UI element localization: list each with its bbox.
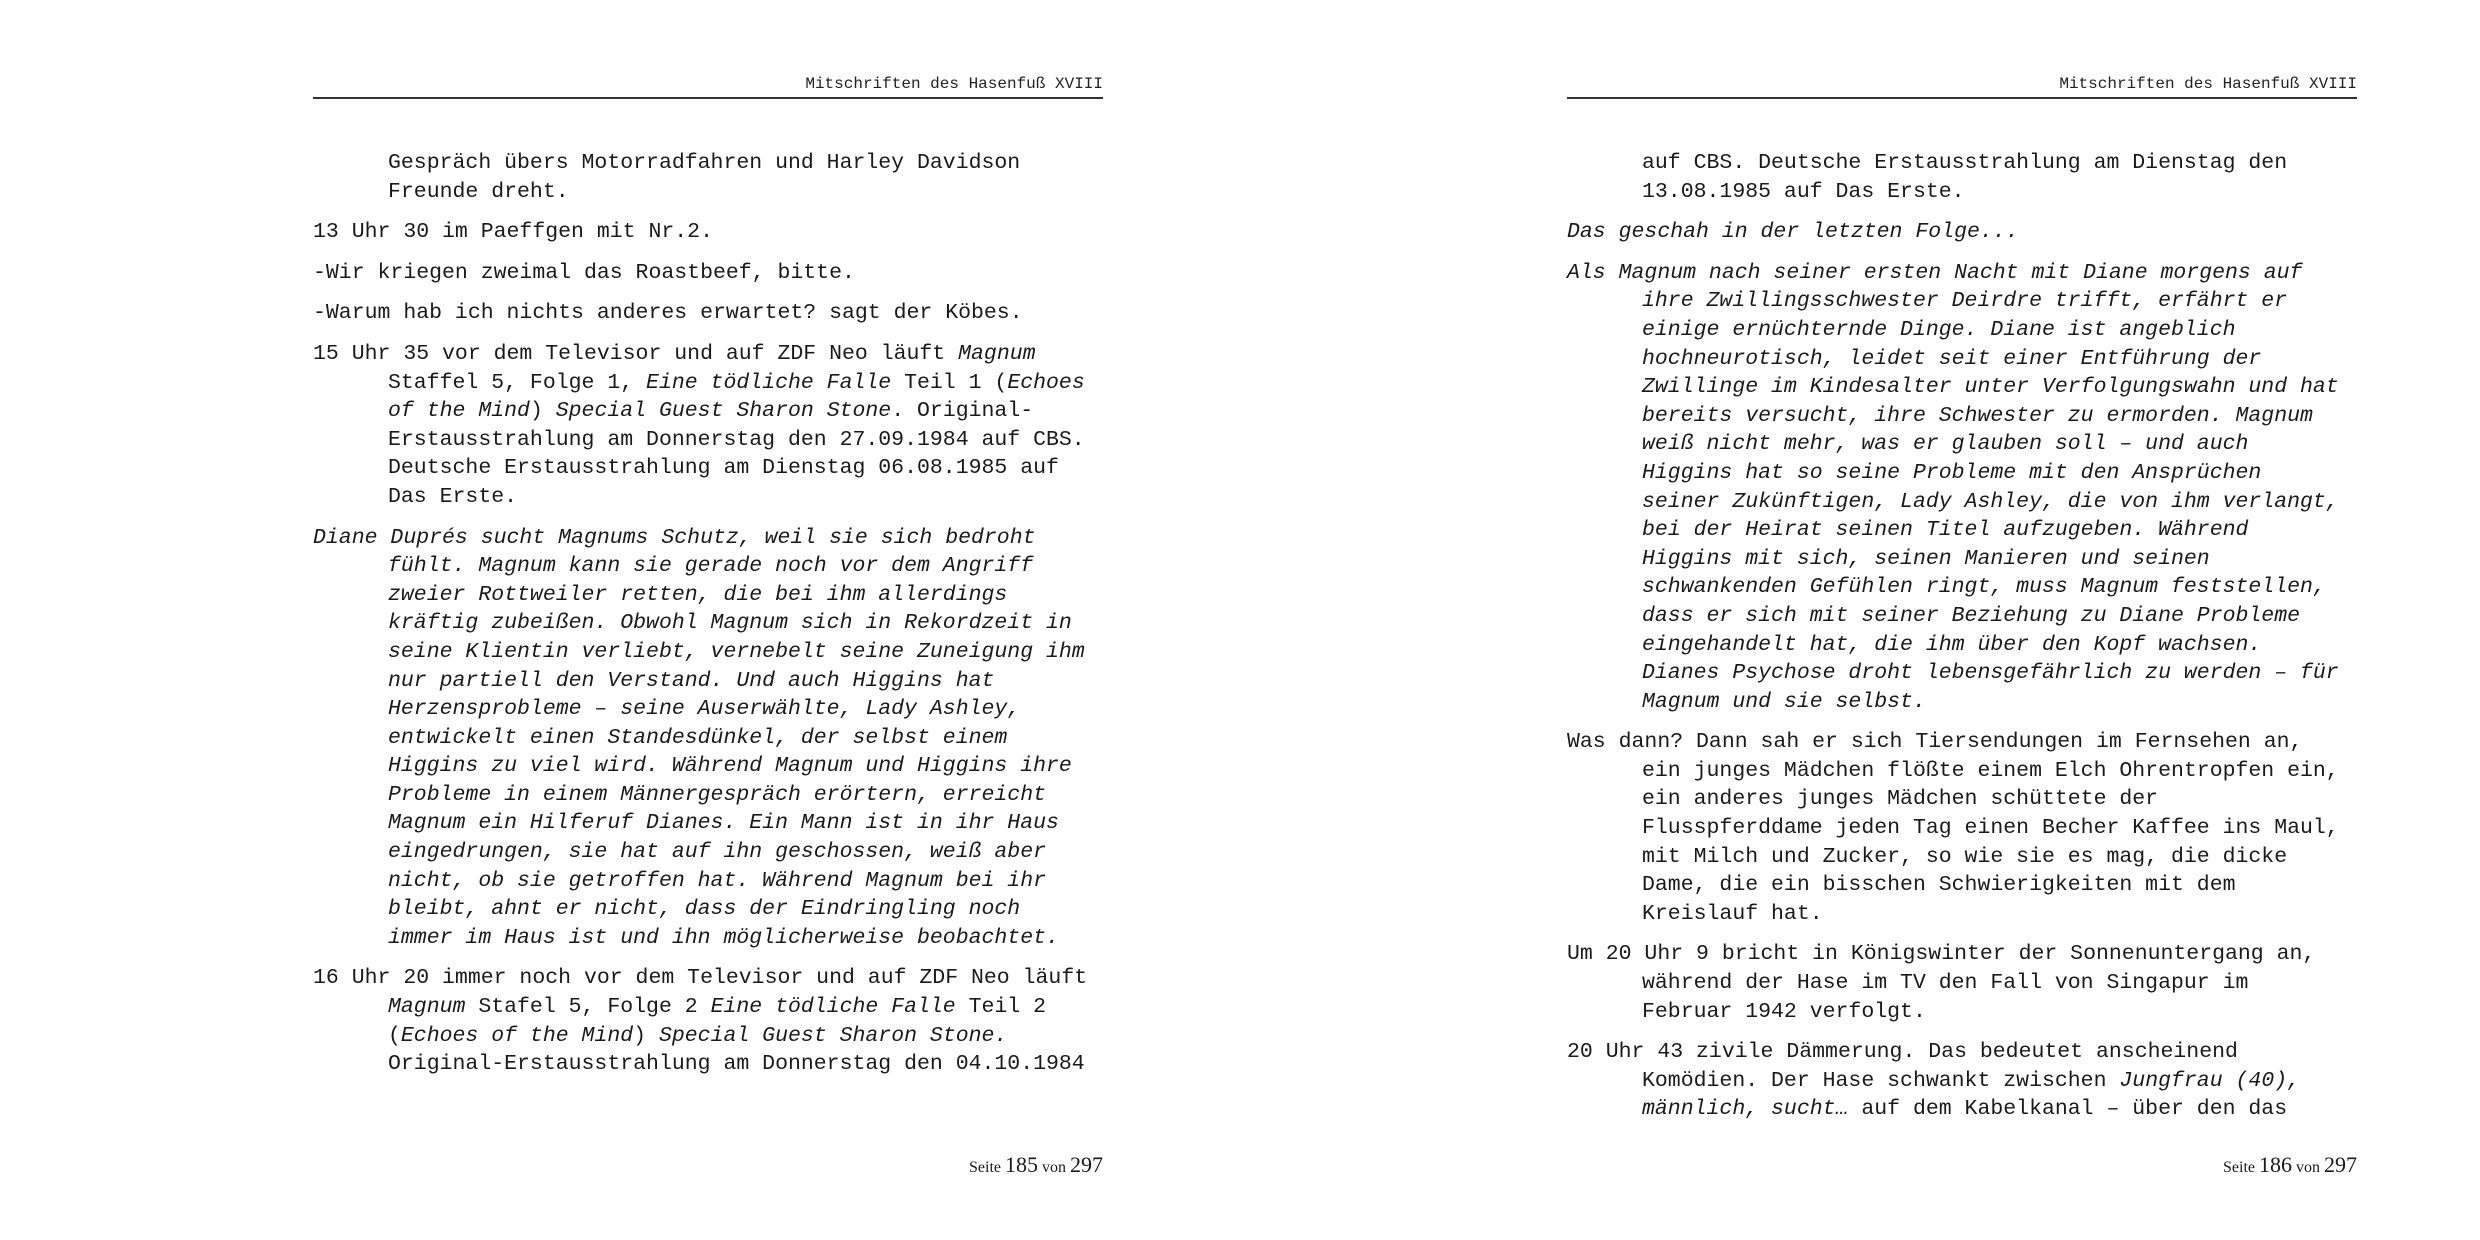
text-line [388, 369, 1103, 398]
paragraph [313, 964, 1103, 1078]
text-run: bleibt, ahnt er nicht, dass der Eindringling noch [388, 897, 1021, 922]
text-line [388, 993, 1103, 1022]
text-run: einige ernüchternde Dinge. Diane ist angeblich [1642, 317, 2236, 342]
text-line [1642, 373, 2357, 402]
text-line [1567, 259, 2357, 288]
italic-text: Magnum [958, 341, 1036, 366]
text-run: 13.08.1985 auf Das Erste. [1642, 179, 1965, 204]
italic-text: of the Mind [388, 399, 530, 424]
text-line [1567, 940, 2357, 969]
text-line [1567, 728, 2357, 757]
paragraph [1567, 149, 2357, 206]
text-line [388, 1050, 1103, 1079]
running-header: Mitschriften des Hasenfuß XVIII [805, 75, 1103, 93]
text-line [1642, 900, 2357, 929]
text-run: Dame, die ein bisschen Schwierigkeiten mit dem [1642, 873, 2236, 898]
text-run: Was dann? Dann sah er sich Tiersendungen im Fernsehen an, [1567, 730, 2303, 755]
text-run: ein junges Mädchen flößte einem Elch Ohrentropfen ein, [1642, 758, 2339, 783]
text-run: Teil 1 ( [891, 370, 1008, 395]
text-run: Das Erste. [388, 484, 518, 509]
text-run: ein anderes junges Mädchen schüttete der [1642, 787, 2159, 812]
text-run: Herzensprobleme – seine Auserwählte, Lady Ashley, [388, 697, 1021, 722]
text-line [1642, 545, 2357, 574]
text-line [388, 149, 1103, 178]
paragraph [1567, 218, 2357, 247]
text-run: Februar 1942 verfolgt. [1642, 999, 1926, 1024]
text-run: Gespräch übers Motorradfahren und Harley Davidson [388, 151, 1021, 175]
text-run: auf dem Kabelkanal – über den das [1848, 1097, 2288, 1122]
text-line [388, 178, 1103, 207]
text-run: Higgins zu viel wird. Während Magnum und Higgins ihre [388, 754, 1072, 779]
paragraph [1567, 728, 2357, 928]
text-line [388, 809, 1103, 838]
text-run: fühlt. Magnum kann sie gerade noch vor dem Angriff [388, 554, 1034, 579]
text-run: Dianes Psychose droht lebensgefährlich zu werden – für [1642, 661, 2339, 686]
text-run: seiner Zukünftigen, Lady Ashley, die von ihm verlangt, [1642, 489, 2339, 514]
text-run: Zwillinge im Kindesalter unter Verfolgungswahn und hat [1642, 375, 2339, 400]
text-run: seine Klientin verliebt, vernebelt seine Zuneigung ihm [388, 639, 1085, 664]
text-run: 15 Uhr 35 vor dem Televisor und auf ZDF Neo läuft [313, 341, 959, 366]
text-line [1642, 1067, 2357, 1096]
text-line [1642, 316, 2357, 345]
text-line [1642, 969, 2357, 998]
text-run: 16 Uhr 20 immer noch vor dem Televisor und auf ZDF Neo läuft [313, 966, 1088, 991]
text-run: Higgins mit sich, seinen Manieren und seinen [1642, 546, 2210, 571]
text-run: Komödien. Der Hase schwankt zwischen [1642, 1068, 2120, 1093]
text-run: weiß nicht mehr, was er glauben soll – und auch [1642, 432, 2249, 457]
text-line [388, 609, 1103, 638]
paragraph [313, 259, 1103, 288]
text-line [1642, 459, 2357, 488]
text-run: Higgins hat so seine Probleme mit den Ansprüchen [1642, 460, 2262, 485]
text-run: Das geschah in der letzten Folge... [1567, 220, 2019, 245]
paragraph [1567, 259, 2357, 717]
text-line [1642, 814, 2357, 843]
text-run: Diane Duprés sucht Magnums Schutz, weil sie sich bedroht [313, 525, 1036, 550]
text-line [313, 218, 1103, 247]
text-line [1642, 757, 2357, 786]
page-number: 185 [1005, 1152, 1038, 1177]
text-line [388, 581, 1103, 610]
text-line [1567, 218, 2357, 247]
text-line [1642, 998, 2357, 1027]
italic-text: Special Guest Sharon Stone. [658, 1023, 1008, 1048]
text-run: Als Magnum nach seiner ersten Nacht mit Diane morgens auf [1567, 260, 2303, 285]
text-run: zweier Rottweiler retten, die bei ihm allerdings [388, 582, 1008, 607]
page-body [313, 149, 1103, 1091]
text-run: ) [633, 1023, 659, 1048]
text-line [1567, 1038, 2357, 1067]
page-footer [313, 1152, 1103, 1181]
text-run: Flusspferddame jeden Tag einen Becher Kaffee ins Maul, [1642, 816, 2339, 841]
paragraph [313, 149, 1103, 206]
paragraph [313, 524, 1103, 953]
text-run: auf CBS. Deutsche Erstausstrahlung am Dienstag den [1642, 151, 2288, 175]
text-line [1642, 573, 2357, 602]
footer-prefix: Seite [969, 1159, 1005, 1176]
text-line [388, 867, 1103, 896]
text-line [1642, 402, 2357, 431]
footer-mid: von [1038, 1159, 1070, 1176]
text-run: Magnum und sie selbst. [1642, 689, 1926, 714]
header-rule [1567, 97, 2357, 99]
header-rule [313, 97, 1103, 99]
text-line [388, 924, 1103, 953]
text-run: -Warum hab ich nichts anderes erwartet? sagt der Köbes. [313, 301, 1023, 326]
text-line [388, 1022, 1103, 1051]
text-line [388, 752, 1103, 781]
text-line [1642, 345, 2357, 374]
text-line [1642, 843, 2357, 872]
text-run: entwickelt einen Standesdünkel, der selbst einem [388, 725, 1008, 750]
text-run: Magnum ein Hilferuf Dianes. Ein Mann ist in ihr Haus [388, 811, 1059, 836]
text-run: kräftig zubeißen. Obwohl Magnum sich in Rekordzeit in [388, 611, 1072, 636]
italic-text: Echoes of the Mind [400, 1023, 634, 1048]
text-line [313, 259, 1103, 288]
text-line [388, 724, 1103, 753]
paragraph [1567, 1038, 2357, 1124]
text-run: während der Hase im TV den Fall von Singapur im [1642, 971, 2249, 996]
text-line [1642, 149, 2357, 178]
text-line [1642, 688, 2357, 717]
italic-text: Magnum [388, 995, 466, 1020]
text-run: 20 Uhr 43 zivile Dämmerung. Das bedeutet anscheinend [1567, 1040, 2238, 1065]
italic-text: männlich, sucht… [1642, 1097, 1849, 1122]
text-run: schwankenden Gefühlen ringt, muss Magnum feststellen, [1642, 575, 2326, 600]
italic-text: Eine tödliche Falle [710, 995, 956, 1020]
italic-text: Jungfrau (40), [2119, 1068, 2301, 1093]
text-run: Probleme in einem Männergespräch erörtern, erreicht [388, 782, 1047, 807]
text-line [1642, 785, 2357, 814]
text-run: Kreislauf hat. [1642, 901, 1823, 926]
text-run: Original-Erstausstrahlung am Donnerstag den 04.10.1984 [388, 1052, 1085, 1077]
text-line [1642, 516, 2357, 545]
text-run: immer im Haus ist und ihn möglicherweise beobachtet. [388, 925, 1059, 950]
text-line [313, 964, 1103, 993]
text-line [388, 781, 1103, 810]
page-footer [1567, 1152, 2357, 1181]
text-run: Um 20 Uhr 9 bricht in Königswinter der Sonnenuntergang an, [1567, 942, 2316, 967]
text-line [1642, 430, 2357, 459]
text-line [388, 638, 1103, 667]
running-header: Mitschriften des Hasenfuß XVIII [2059, 75, 2357, 93]
text-run: ( [388, 1023, 401, 1048]
text-run: bei der Heirat seinen Titel aufzugeben. Während [1642, 518, 2249, 543]
text-line [388, 667, 1103, 696]
page-number: 186 [2259, 1152, 2292, 1177]
text-run: Freunde dreht. [388, 179, 569, 204]
text-run: 13 Uhr 30 im Paeffgen mit Nr.2. [313, 220, 713, 245]
text-run: eingedrungen, sie hat auf ihn geschossen, weiß aber [388, 840, 1047, 865]
footer-mid: von [2292, 1159, 2324, 1176]
text-line [1642, 659, 2357, 688]
text-run: hochneurotisch, leidet seit einer Entführung der [1642, 346, 2262, 371]
text-line [313, 299, 1103, 328]
text-line [1642, 287, 2357, 316]
text-line [388, 695, 1103, 724]
left-page [313, 0, 1103, 1240]
text-line [313, 340, 1103, 369]
text-line [1642, 488, 2357, 517]
text-run: eingehandelt hat, die ihm über den Kopf wachsen. [1642, 632, 2262, 657]
italic-text: Echoes [1007, 370, 1085, 395]
text-run: bereits versucht, ihre Schwester zu ermorden. Magnum [1642, 403, 2313, 428]
text-line [1642, 602, 2357, 631]
italic-text: Eine tödliche Falle [646, 370, 892, 395]
text-line [1642, 178, 2357, 207]
paragraph [313, 340, 1103, 512]
text-line [388, 838, 1103, 867]
right-page [1567, 0, 2357, 1240]
text-line [388, 483, 1103, 512]
text-line [1642, 631, 2357, 660]
text-run: nur partiell den Verstand. Und auch Higgins hat [388, 668, 995, 693]
text-run: ihre Zwillingsschwester Deirdre trifft, erfährt er [1642, 289, 2288, 314]
text-line [1642, 871, 2357, 900]
text-run: Teil 2 [955, 995, 1047, 1020]
text-run: Staffel 5, Folge 1, [388, 370, 647, 395]
text-run: Stafel 5, Folge 2 [465, 995, 711, 1020]
text-run: mit Milch und Zucker, so wie sie es mag, die dicke [1642, 844, 2288, 869]
text-line [388, 895, 1103, 924]
text-run: ) [529, 399, 556, 424]
text-line [388, 397, 1103, 426]
footer-prefix: Seite [2223, 1159, 2259, 1176]
text-run: nicht, ob sie getroffen hat. Während Magnum bei ihr [388, 868, 1047, 893]
page-body [1567, 149, 2357, 1136]
text-run: Erstausstrahlung am Donnerstag den 27.09.1984 auf CBS. [388, 427, 1085, 452]
paragraph [1567, 940, 2357, 1026]
text-line [388, 454, 1103, 483]
paragraph [313, 299, 1103, 328]
text-run: Deutsche Erstausstrahlung am Dienstag 06.08.1985 auf [388, 456, 1059, 481]
page-total: 297 [1070, 1152, 1103, 1177]
text-run: . Original- [891, 399, 1034, 424]
text-line [388, 426, 1103, 455]
text-line [1642, 1095, 2357, 1124]
page-total: 297 [2324, 1152, 2357, 1177]
paragraph [313, 218, 1103, 247]
text-run: dass er sich mit seiner Beziehung zu Diane Probleme [1642, 603, 2301, 628]
italic-text: Special Guest Sharon Stone [555, 399, 892, 424]
text-line [388, 552, 1103, 581]
text-run: -Wir kriegen zweimal das Roastbeef, bitte. [313, 260, 855, 285]
text-line [313, 524, 1103, 553]
